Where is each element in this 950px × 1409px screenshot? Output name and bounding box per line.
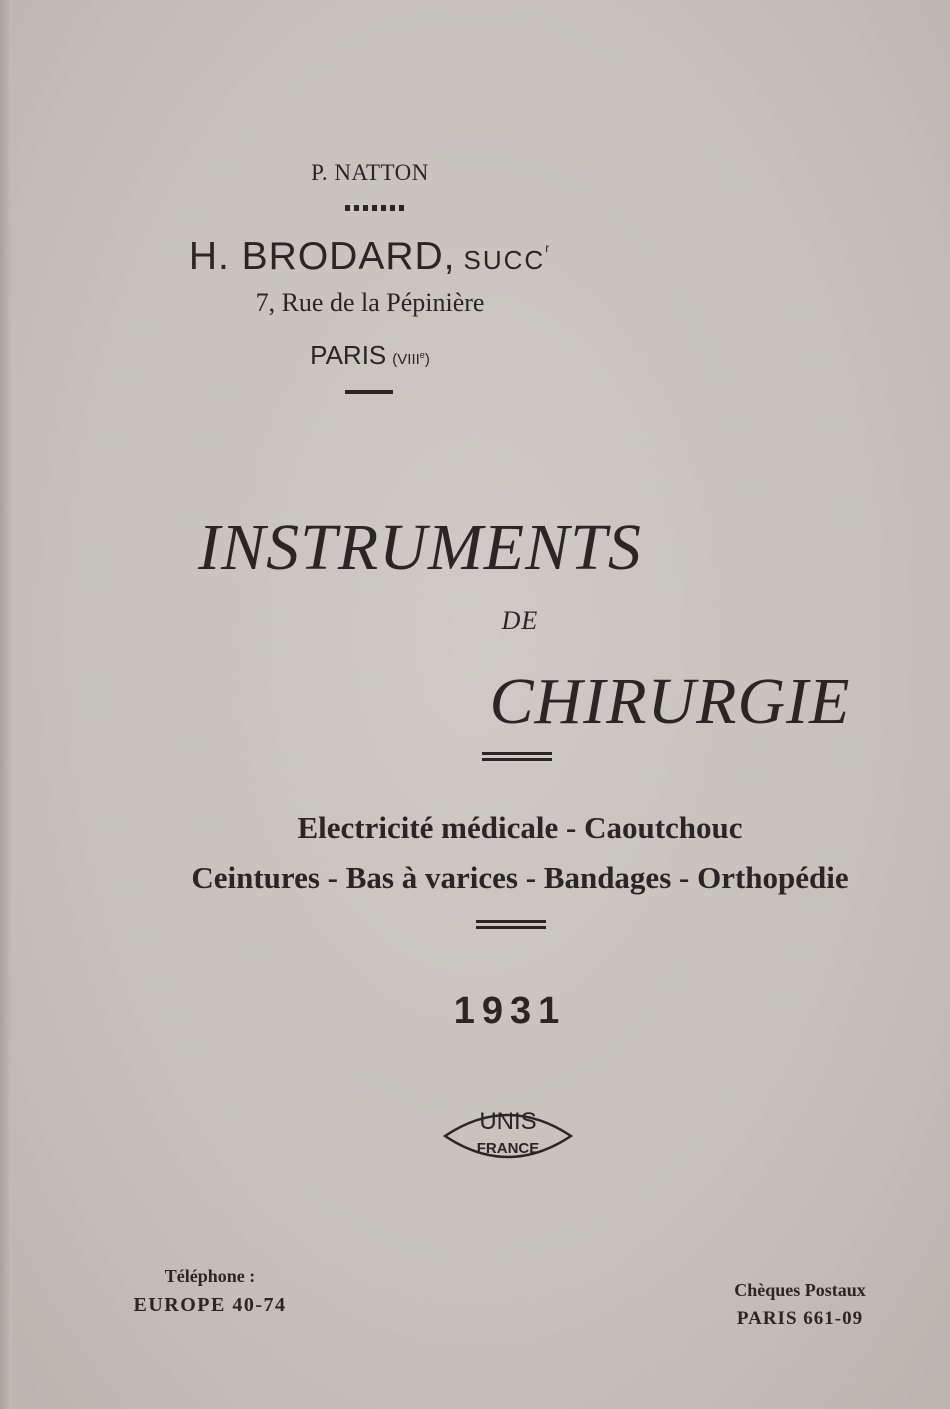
title-line-2: CHIRURGIE — [489, 665, 851, 738]
subtitle-line-2: Ceintures - Bas à varices - Bandages - Orthopédie — [191, 860, 849, 895]
successor-title-text: SUCC — [463, 245, 546, 275]
publication-year: 1931 — [453, 990, 567, 1032]
successor-title — [463, 241, 552, 275]
successor-title-superscript: r — [545, 241, 552, 255]
postal-cheques-number: PARIS 661-09 — [736, 1308, 864, 1329]
title-connector: DE — [501, 606, 539, 635]
logo-sub-text: FRANCE — [476, 1140, 540, 1157]
arrondissement-close: ) — [424, 351, 430, 368]
city-name: PARIS — [310, 340, 387, 370]
subtitle-line-1: Electricité médicale - Caoutchouc — [297, 810, 743, 845]
arrondissement — [392, 351, 430, 368]
successor-line — [100, 235, 640, 279]
cover-spine-edge — [0, 0, 12, 1409]
double-rule-upper — [482, 752, 552, 761]
founder-name: P. NATTON — [311, 160, 429, 185]
logo-main-text: UNIS — [479, 1108, 537, 1135]
short-rule — [345, 390, 393, 394]
telephone-label: Téléphone : — [164, 1266, 256, 1286]
arrondissement-text: (VIII — [392, 351, 420, 368]
telephone-number: EUROPE 40-74 — [133, 1294, 287, 1316]
postal-cheques-label: Chèques Postaux — [734, 1280, 866, 1300]
city-line — [220, 340, 520, 371]
arrondissement-superscript: e — [419, 350, 425, 360]
successor-name: H. BRODARD, — [188, 235, 456, 278]
double-rule-lower — [476, 920, 546, 929]
title-line-1: INSTRUMENTS — [198, 511, 642, 584]
dotted-separator — [345, 205, 405, 211]
street-address: 7, Rue de la Pépinière — [255, 288, 485, 317]
